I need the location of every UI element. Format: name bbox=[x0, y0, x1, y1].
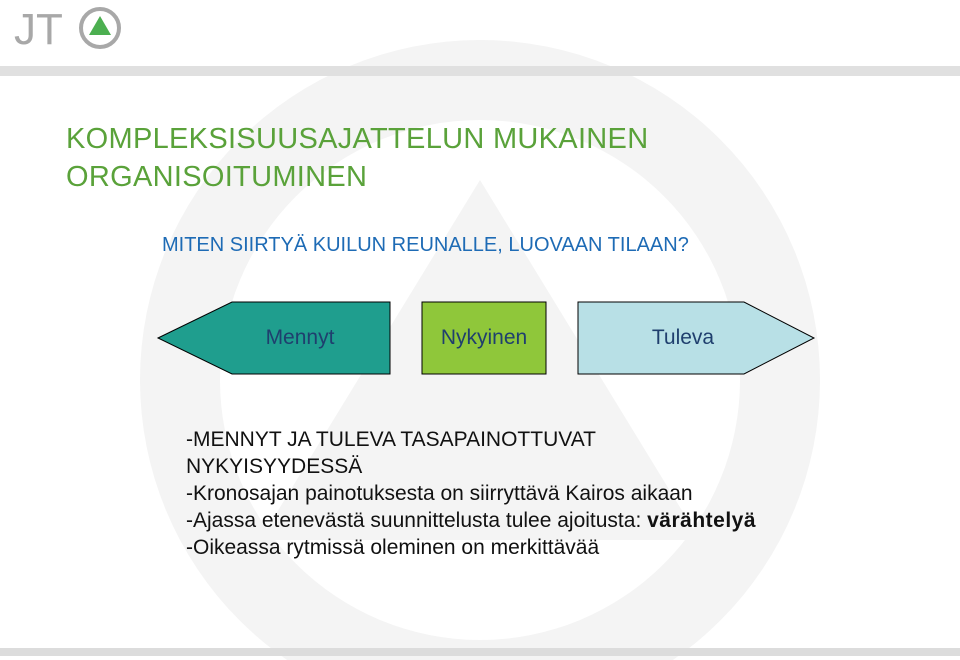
present-label: Nykyinen bbox=[440, 326, 528, 349]
point-line-5: -Oikeassa rytmissä oleminen on merkittävää bbox=[186, 536, 600, 559]
bullet-points bbox=[186, 426, 756, 561]
logo-text: JT bbox=[14, 5, 63, 52]
future-label: Tuleva bbox=[651, 326, 715, 349]
title-line-1: KOMPLEKSISUUSAJATTELUN MUKAINEN bbox=[66, 123, 649, 155]
title-line-2: ORGANISOITUMINEN bbox=[66, 161, 368, 193]
past-label: Mennyt bbox=[265, 326, 335, 349]
point-line-4-highlight: värähtelyä bbox=[647, 509, 757, 532]
point-line-4 bbox=[186, 507, 756, 534]
point-line-3: -Kronosajan painotuksesta on siirryttävä Kairos aikaan bbox=[186, 482, 693, 505]
point-line-4-prefix: -Ajassa etenevästä suunnittelusta tulee ajoitusta: bbox=[186, 509, 648, 532]
point-line-1: -MENNYT JA TULEVA TASAPAINOTTUVAT bbox=[186, 428, 596, 451]
slide-question: MITEN SIIRTYÄ KUILUN REUNALLE, LUOVAAN TILAAN? bbox=[162, 234, 689, 256]
point-line-2: NYKYISYYDESSÄ bbox=[186, 455, 363, 478]
